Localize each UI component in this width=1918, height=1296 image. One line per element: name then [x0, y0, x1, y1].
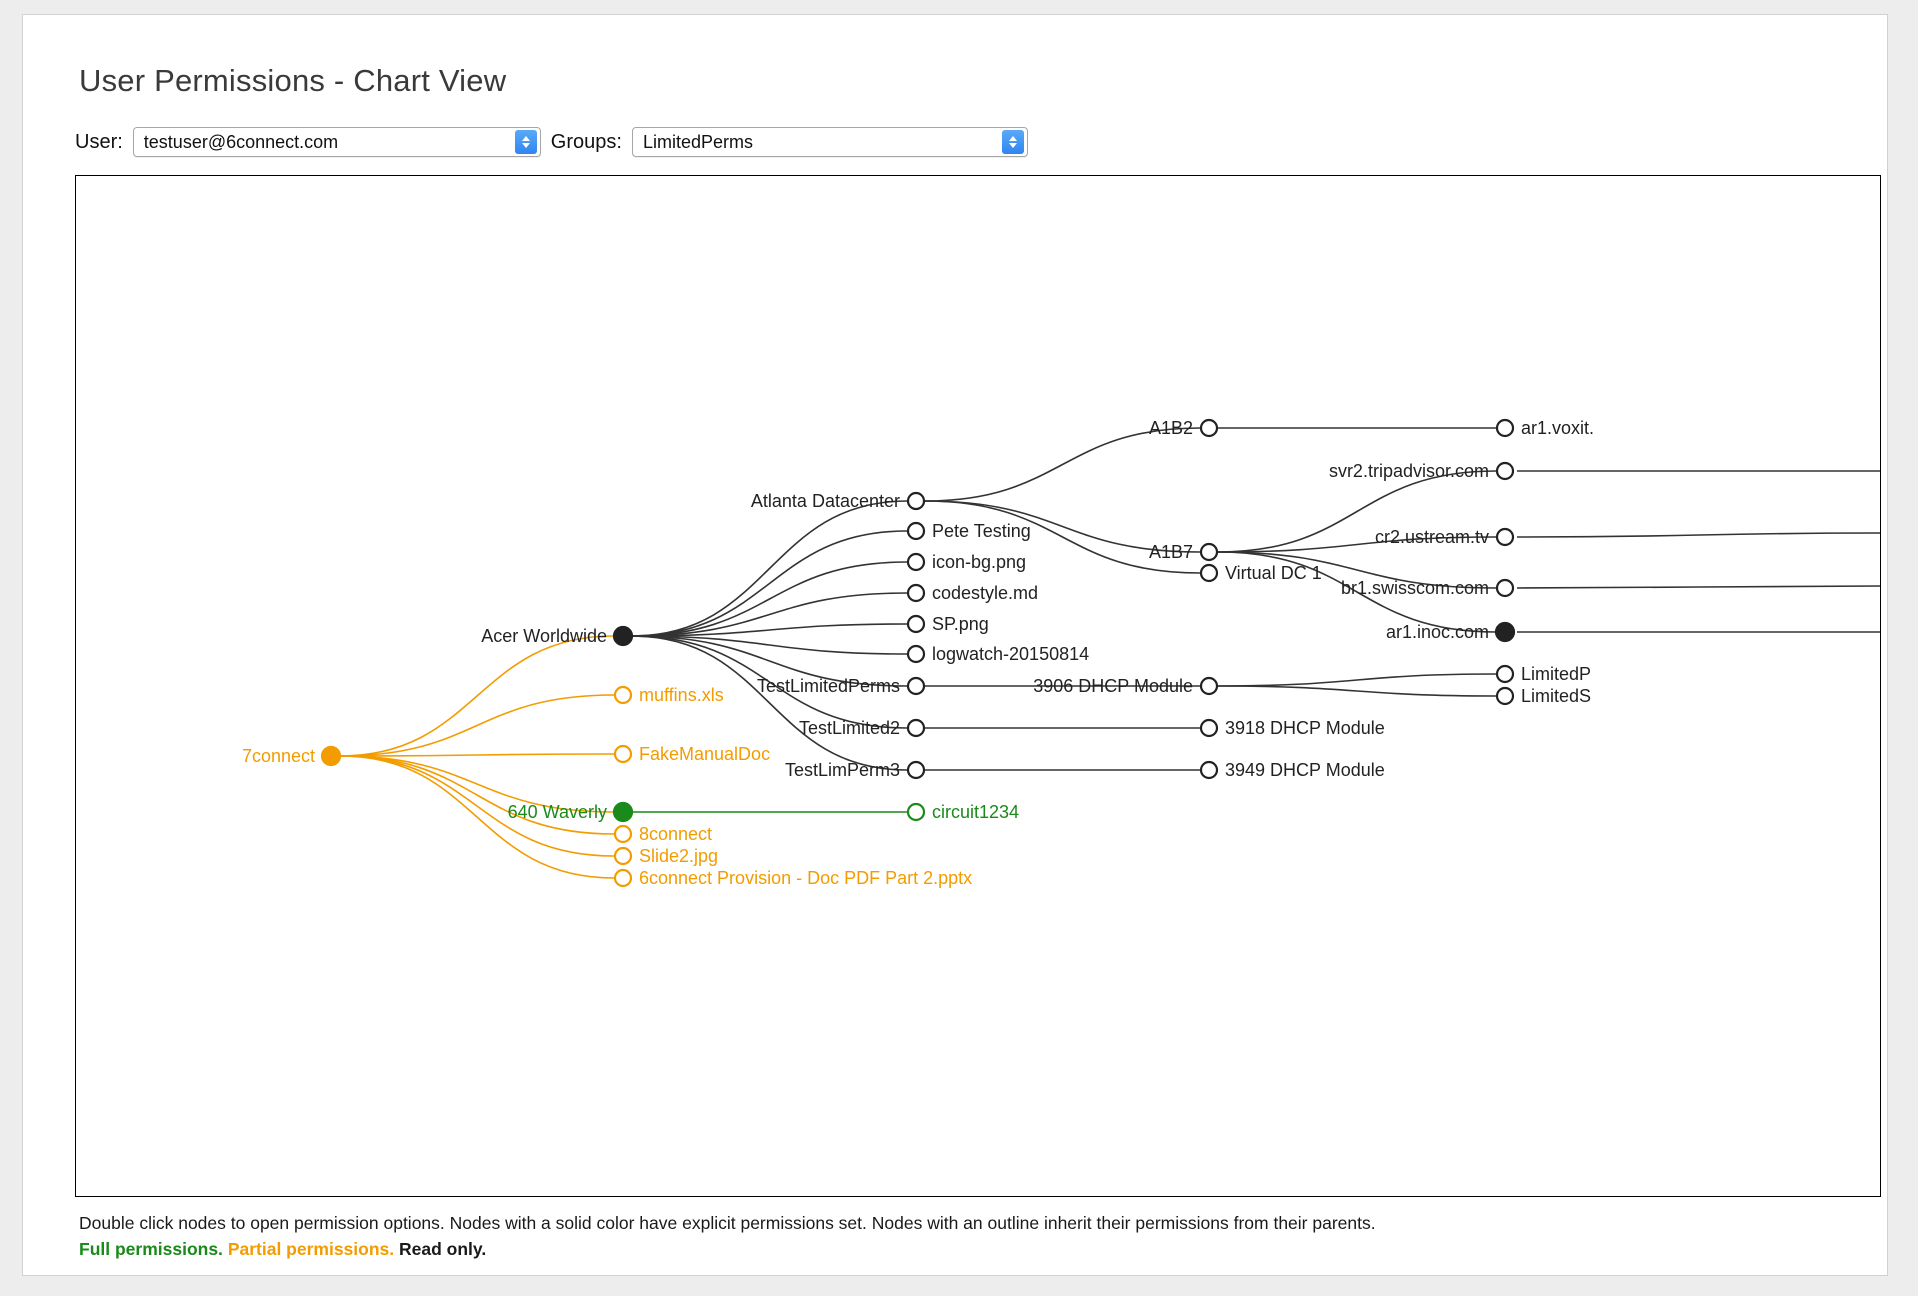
chart-node-label: Atlanta Datacenter: [750, 491, 900, 511]
chart-node[interactable]: [1033, 676, 1217, 696]
chart-link: [340, 695, 614, 756]
chart-node[interactable]: [1497, 418, 1594, 438]
permissions-chart[interactable]: [75, 175, 1881, 1197]
chart-node-circle[interactable]: [908, 523, 924, 539]
chart-node-label: br1.swisscom.com: [1340, 578, 1489, 598]
chart-node[interactable]: [751, 491, 924, 511]
chart-node[interactable]: [1149, 418, 1217, 438]
chart-node[interactable]: [1201, 563, 1322, 583]
chart-link-stub: [1517, 533, 1881, 537]
chart-node-circle[interactable]: [1497, 688, 1513, 704]
chart-node[interactable]: [908, 552, 1026, 572]
chart-node-circle[interactable]: [1201, 420, 1217, 436]
chart-node-label: 3906 DHCP Module: [1033, 676, 1193, 696]
chart-node-label: A1B7: [1148, 542, 1193, 562]
chevron-updown-icon: [515, 130, 537, 154]
chart-node[interactable]: [1201, 718, 1385, 738]
chart-node[interactable]: [242, 746, 340, 766]
chart-node-label: circuit1234: [932, 802, 1020, 822]
chart-link-stubs: [1517, 471, 1881, 632]
filter-controls: [75, 127, 1028, 157]
chart-node-circle[interactable]: [908, 720, 924, 736]
chart-node-circle[interactable]: [1201, 565, 1217, 581]
chart-node[interactable]: [1201, 760, 1385, 780]
chart-link: [340, 756, 614, 834]
user-label: User:: [75, 130, 123, 153]
chart-node-label: svr2.tripadvisor.com: [1328, 461, 1489, 481]
chart-link-stub: [1517, 586, 1881, 588]
chart-node[interactable]: [908, 614, 989, 634]
chart-node-label: TestLimitedPerms: [756, 676, 900, 696]
user-select[interactable]: [133, 127, 541, 157]
chart-canvas[interactable]: [76, 176, 1881, 1197]
chart-node-circle[interactable]: [1201, 720, 1217, 736]
chart-node[interactable]: [757, 676, 924, 696]
chart-node[interactable]: [615, 824, 712, 844]
chart-node-circle[interactable]: [908, 762, 924, 778]
chart-node-circle[interactable]: [1497, 580, 1513, 596]
chart-node-label: Slide2.jpg: [639, 846, 719, 866]
chart-node[interactable]: [1329, 461, 1513, 481]
chart-link: [340, 636, 614, 756]
chart-node-circle[interactable]: [615, 848, 631, 864]
chart-node-circle[interactable]: [1497, 529, 1513, 545]
chart-node-label: A1B2: [1148, 418, 1193, 438]
chart-node-circle[interactable]: [615, 826, 631, 842]
chart-link: [1218, 686, 1496, 696]
chart-node-label: Pete Testing: [932, 521, 1031, 541]
legend-partial: Partial permissions.: [227, 1239, 395, 1259]
chart-node-label: TestLimPerm3: [784, 760, 900, 780]
chart-node[interactable]: [908, 583, 1038, 603]
chart-node-label: cr2.ustream.tv: [1374, 527, 1489, 547]
legend-full: Full permissions.: [79, 1239, 223, 1259]
chart-node-circle[interactable]: [322, 747, 340, 765]
chart-node[interactable]: [615, 868, 972, 888]
chart-node-circle[interactable]: [614, 627, 632, 645]
chart-node-label: ar1.inoc.com: [1385, 622, 1489, 642]
chart-node[interactable]: [908, 644, 1089, 664]
chart-link: [632, 501, 907, 636]
page-title: User Permissions - Chart View: [79, 63, 507, 98]
chart-node-label: FakeManualDoc: [639, 744, 771, 764]
chart-node[interactable]: [1497, 686, 1591, 706]
chart-node[interactable]: [615, 685, 724, 705]
chart-node-label: TestLimited2: [798, 718, 900, 738]
chart-node-label: 6connect Provision - Doc PDF Part 2.pptx: [639, 868, 973, 888]
groups-select[interactable]: [632, 127, 1028, 157]
chart-link: [632, 531, 907, 636]
chart-node-circle[interactable]: [615, 687, 631, 703]
chart-node-label: 3918 DHCP Module: [1225, 718, 1385, 738]
chart-node[interactable]: [908, 521, 1031, 541]
legend: [79, 1213, 1376, 1260]
chart-node-circle[interactable]: [908, 585, 924, 601]
chart-node[interactable]: [1341, 578, 1513, 598]
chart-node-label: ar1.voxit.: [1521, 418, 1595, 438]
chart-node-circle[interactable]: [908, 804, 924, 820]
chart-node-circle[interactable]: [908, 678, 924, 694]
chart-node-label: 640 Waverly: [507, 802, 607, 822]
chart-node[interactable]: [1497, 664, 1591, 684]
chart-node[interactable]: [615, 744, 770, 764]
chart-node-circle[interactable]: [908, 493, 924, 509]
chart-node-label: Acer Worldwide: [481, 626, 607, 646]
chart-link: [1218, 674, 1496, 686]
chart-node-label: logwatch-20150814: [932, 644, 1090, 664]
chart-node-circle[interactable]: [908, 616, 924, 632]
chart-node-circle[interactable]: [1497, 666, 1513, 682]
chart-node[interactable]: [908, 802, 1019, 822]
chart-node-circle[interactable]: [1201, 762, 1217, 778]
chart-node[interactable]: [1149, 542, 1217, 562]
chart-nodes[interactable]: [242, 418, 1594, 888]
chart-node-circle[interactable]: [908, 646, 924, 662]
chart-node-label: codestyle.md: [932, 583, 1039, 603]
chart-node-label: muffins.xls: [639, 685, 724, 705]
chart-node-circle[interactable]: [1497, 463, 1513, 479]
chart-node-label: 3949 DHCP Module: [1225, 760, 1385, 780]
chart-node-circle[interactable]: [1201, 678, 1217, 694]
chart-node-circle[interactable]: [908, 554, 924, 570]
chart-node-label: icon-bg.png: [932, 552, 1027, 572]
chart-node-label: LimitedS: [1521, 686, 1592, 706]
chart-node-label: Virtual DC 1: [1225, 563, 1322, 583]
chart-node-circle[interactable]: [1201, 544, 1217, 560]
chart-node-circle[interactable]: [615, 870, 631, 886]
permissions-panel: [22, 14, 1888, 1276]
chart-node[interactable]: [508, 802, 632, 822]
user-select-value: testuser@6connect.com: [143, 131, 339, 152]
chart-node-label: 7connect: [241, 746, 315, 766]
chart-node-label: SP.png: [932, 614, 989, 634]
chart-node-label: LimitedP: [1521, 664, 1592, 684]
groups-select-value: LimitedPerms: [642, 131, 753, 152]
groups-label: Groups:: [550, 130, 622, 153]
legend-read: Read only.: [399, 1239, 487, 1259]
legend-help-text: Double click nodes to open permission options. Nodes with a solid color have explicit permissions set. Nodes with an outline inherit their permissions from their parents.: [79, 1213, 1376, 1233]
chart-node-circle[interactable]: [614, 803, 632, 821]
chart-node[interactable]: [615, 846, 718, 866]
chart-node-label: 8connect: [639, 824, 713, 844]
chart-node-circle[interactable]: [1496, 623, 1514, 641]
chevron-updown-icon: [1002, 130, 1024, 154]
chart-link: [925, 428, 1200, 501]
chart-node-circle[interactable]: [1497, 420, 1513, 436]
chart-node-circle[interactable]: [615, 746, 631, 762]
legend-keys: [79, 1239, 1376, 1260]
